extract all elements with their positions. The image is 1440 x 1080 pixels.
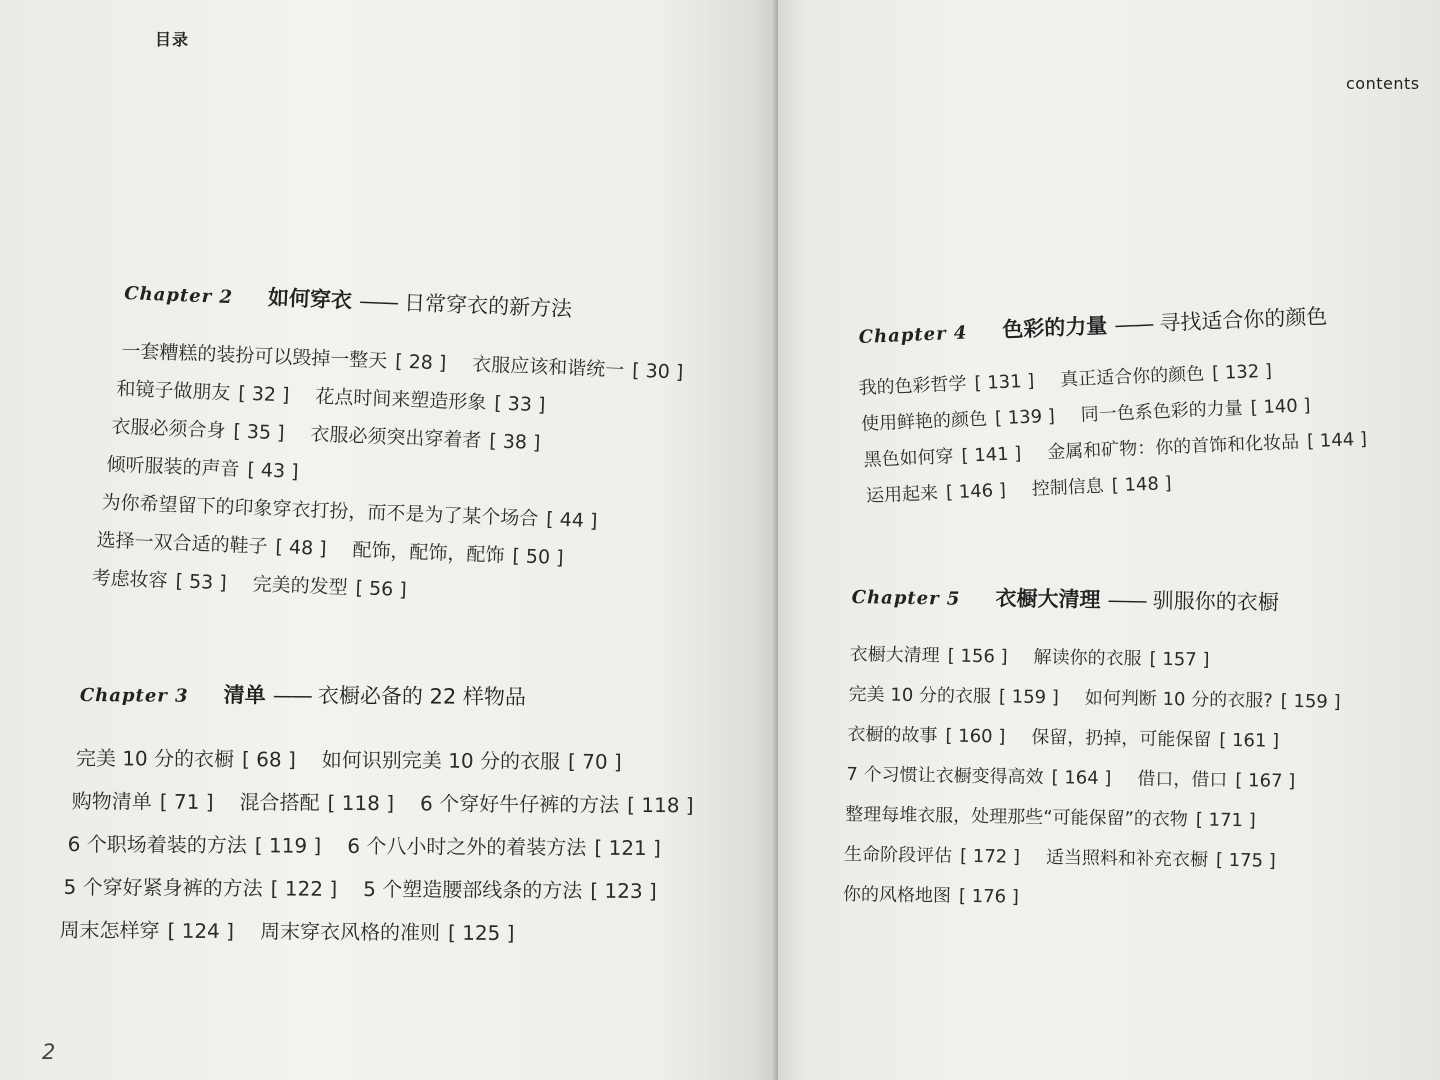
toc-entry [121, 336, 447, 375]
toc-entry-page: [ 38 ] [488, 430, 541, 455]
toc-entry [91, 563, 227, 595]
toc-entry [76, 742, 296, 773]
toc-entry-title: 整理每堆衣服，处理那些“可能保留”的衣物 [845, 803, 1189, 831]
toc-entry-title: 周末怎样穿 [59, 917, 160, 943]
toc-entry [861, 402, 1056, 436]
toc-line [76, 742, 648, 775]
toc-entry [848, 680, 1059, 709]
toc-entry-page: [ 139 ] [994, 405, 1056, 430]
toc-line [846, 760, 1321, 793]
toc-entry [850, 640, 1008, 668]
toc-entry [1137, 765, 1295, 793]
toc-entry [68, 828, 322, 859]
toc-entry-page: [ 140 ] [1250, 395, 1311, 419]
chapter-5-heading [852, 580, 1279, 617]
toc-entry-title: 配饰，配饰，配饰 [352, 539, 505, 567]
toc-entry [72, 785, 214, 815]
toc-entry-title: 混合搭配 [239, 790, 320, 815]
toc-entry [858, 367, 1035, 400]
chapter-5-label: Chapter 5 [851, 586, 961, 610]
toc-entry-title: 完美 10 分的衣橱 [75, 745, 235, 772]
chapter-3-title: 清单 [223, 683, 266, 708]
chapter-2-label: Chapter 2 [123, 282, 234, 309]
toc-entry-page: [ 71 ] [159, 789, 214, 814]
toc-entry-page: [ 144 ] [1306, 428, 1368, 453]
toc-entry-title: 完美 10 分的衣服 [848, 683, 992, 708]
toc-entry [843, 880, 1019, 909]
chapter-5-title: 衣橱大清理 [995, 586, 1101, 612]
toc-line [91, 563, 433, 603]
toc-line [64, 871, 683, 904]
toc-entry-page: [ 141 ] [961, 443, 1022, 467]
toc-entry [116, 374, 290, 408]
toc-entry-page: [ 118 ] [327, 790, 395, 816]
toc-entry [1046, 843, 1276, 873]
toc-entry [846, 760, 1111, 790]
toc-entry-page: [ 160 ] [945, 725, 1006, 748]
chapter-2-heading [124, 276, 573, 323]
chapter-3-dash: —— [272, 683, 311, 708]
toc-entry [1031, 469, 1172, 501]
toc-entry-title: 7 个习惯让衣橱变得高效 [846, 763, 1044, 789]
toc-entry-title: 完美的发型 [252, 573, 349, 599]
toc-entry [866, 476, 1007, 508]
toc-entry-title: 黑色如何穿 [863, 446, 954, 471]
chapter-4-heading [858, 300, 1328, 350]
toc-entry-title: 适当照料和补充衣橱 [1045, 847, 1209, 871]
toc-entry-title: 6 个穿好牛仔裤的方法 [419, 791, 620, 817]
toc-entry-title: 衣服必须合身 [111, 415, 226, 443]
toc-entry-title: 解读你的衣服 [1033, 646, 1142, 670]
toc-entry-page: [ 32 ] [237, 382, 290, 407]
toc-line [72, 785, 720, 819]
toc-entry-page: [ 56 ] [355, 577, 408, 602]
toc-entry-page: [ 44 ] [545, 508, 598, 533]
toc-entry-page: [ 175 ] [1215, 849, 1276, 872]
toc-line [116, 374, 572, 418]
chapter-4-title: 色彩的力量 [1001, 313, 1108, 342]
toc-entry-title: 5 个塑造腰部线条的方法 [363, 877, 583, 903]
toc-entry [64, 871, 338, 902]
toc-entry [252, 569, 407, 602]
toc-entry-page: [ 156 ] [947, 645, 1008, 668]
toc-entry-title: 和镜子做朋友 [116, 377, 231, 405]
toc-line [844, 840, 1302, 873]
chapter-2-title: 如何穿衣 [267, 285, 353, 313]
chapter-2-dash: —— [358, 289, 398, 315]
toc-entry-title: 衣服必须突出穿着者 [310, 423, 482, 452]
toc-entry-page: [ 125 ] [447, 920, 515, 946]
toc-entry-title: 你的风格地图 [842, 883, 952, 907]
chapter-3-label: Chapter 3 [79, 684, 189, 707]
toc-entry-page: [ 159 ] [1280, 690, 1341, 713]
toc-line [111, 412, 567, 456]
toc-entry-title: 购物清单 [71, 788, 152, 814]
chapter-5-dash: —— [1107, 588, 1146, 613]
toc-entry [322, 744, 622, 775]
toc-entry [239, 786, 394, 816]
toc-entry [101, 487, 598, 533]
toc-entry [1080, 391, 1311, 427]
toc-entry [1033, 643, 1209, 672]
toc-entry-page: [ 148 ] [1111, 472, 1173, 497]
toc-entry [111, 412, 285, 446]
toc-entry [1047, 425, 1368, 464]
toc-line [59, 914, 540, 946]
toc-entry-page: [ 50 ] [512, 545, 564, 570]
toc-entry-title: 金属和矿物：你的首饰和化妆品 [1046, 431, 1300, 464]
toc-entry-title: 一套糟糕的装扮可以毁掉一整天 [121, 339, 388, 373]
toc-entry-page: [ 176 ] [958, 885, 1020, 908]
toc-entry-page: [ 157 ] [1149, 648, 1210, 671]
toc-line [845, 800, 1282, 833]
toc-entry-page: [ 124 ] [167, 918, 235, 944]
toc-entry [420, 787, 694, 818]
toc-entry [310, 419, 541, 455]
toc-entry-page: [ 70 ] [567, 749, 622, 774]
toc-entry-page: [ 123 ] [590, 878, 657, 904]
toc-entry [96, 525, 327, 561]
toc-entry-page: [ 48 ] [275, 536, 328, 561]
toc-entry-page: [ 35 ] [233, 420, 285, 445]
chapter-3-subtitle: 衣橱必备的 22 样物品 [317, 683, 527, 710]
toc-entry-title: 保留，扔掉，可能保留 [1031, 726, 1212, 751]
toc-entry-page: [ 159 ] [998, 686, 1060, 709]
toc-line [101, 487, 624, 534]
toc-entry-title: 生命阶段评估 [843, 843, 953, 867]
toc-entry-title: 周末穿衣风格的准则 [259, 919, 441, 945]
toc-entry [315, 381, 546, 417]
toc-entry-title: 我的色彩哲学 [858, 373, 967, 399]
toc-entry-page: [ 172 ] [959, 845, 1021, 868]
toc-entry-page: [ 131 ] [974, 370, 1035, 395]
toc-entry-page: [ 119 ] [254, 833, 322, 858]
toc-entry-page: [ 122 ] [270, 876, 338, 901]
chapter-5-subtitle: 驯服你的衣橱 [1152, 588, 1279, 615]
toc-entry-title: 衣橱的故事 [847, 723, 938, 747]
toc-entry [106, 450, 299, 484]
toc-entry-title: 花点时间来塑造形象 [315, 385, 487, 415]
toc-entry-title: 真正适合你的颜色 [1059, 363, 1205, 391]
toc-line [866, 468, 1199, 508]
toc-entry-title: 考虑妆容 [91, 567, 169, 592]
toc-line [850, 640, 1236, 672]
chapter-4-subtitle: 寻找适合你的颜色 [1158, 304, 1328, 336]
toc-entry [352, 535, 564, 570]
toc-entry-page: [ 171 ] [1195, 809, 1256, 832]
toc-entry [863, 439, 1022, 472]
toc-line [848, 680, 1366, 714]
right-page [778, 0, 1440, 1080]
chapter-4-dash: —— [1113, 311, 1153, 338]
toc-entry-title: 如何识别完美 10 分的衣服 [321, 747, 561, 774]
toc-entry-page: [ 161 ] [1219, 729, 1280, 752]
chapter-2-subtitle: 日常穿衣的新方法 [403, 290, 573, 322]
toc-line [847, 720, 1305, 753]
toc-entry [472, 349, 684, 384]
toc-entry-page: [ 68 ] [241, 747, 296, 772]
toc-entry-title: 借口，借口 [1137, 768, 1228, 791]
toc-entry-title: 6 个职场着装的方法 [67, 831, 247, 858]
toc-entry-title: 为你希望留下的印象穿衣打扮，而不是为了某个场合 [101, 491, 539, 531]
toc-line [843, 880, 1045, 909]
toc-entry-page: [ 164 ] [1051, 767, 1112, 790]
toc-entry-title: 5 个穿好紧身裤的方法 [63, 874, 263, 901]
running-header-left: 目录 [155, 30, 190, 49]
toc-entry [347, 830, 661, 861]
toc-line [68, 828, 687, 861]
toc-entry-title: 控制信息 [1031, 475, 1105, 500]
toc-entry-title: 衣橱大清理 [849, 643, 940, 667]
toc-entry-title: 倾听服装的声音 [106, 453, 240, 481]
toc-entry-page: [ 30 ] [631, 359, 684, 384]
toc-entry-page: [ 146 ] [945, 479, 1007, 504]
toc-entry-title: 运用起来 [865, 482, 939, 507]
toc-entry-title: 衣服应该和谐统一 [471, 353, 625, 382]
toc-entry [844, 840, 1020, 869]
toc-entry [845, 800, 1256, 832]
toc-entry-title: 选择一双合适的鞋子 [96, 529, 268, 558]
toc-entry [59, 914, 234, 944]
chapter-4-label: Chapter 4 [858, 322, 968, 348]
toc-line [96, 525, 590, 571]
toc-entry-page: [ 121 ] [594, 835, 661, 861]
running-header-right: contents [1346, 74, 1420, 93]
toc-entry [1060, 357, 1273, 392]
toc-entry-title: 如何判断 10 分的衣服? [1084, 687, 1273, 712]
toc-entry [1085, 684, 1341, 714]
page-number: 2 [42, 1040, 56, 1064]
chapter-3-heading [80, 678, 526, 711]
toc-entry-page: [ 43 ] [247, 458, 299, 483]
toc-entry-page: [ 118 ] [627, 792, 694, 818]
toc-entry-page: [ 167 ] [1235, 770, 1296, 793]
toc-entry-title: 同一色系色彩的力量 [1080, 397, 1244, 426]
toc-entry-page: [ 132 ] [1211, 360, 1273, 385]
toc-entry-page: [ 28 ] [394, 350, 447, 375]
toc-line [106, 450, 325, 485]
toc-entry-page: [ 53 ] [175, 570, 228, 595]
toc-entry-title: 6 个八小时之外的着装方法 [347, 833, 587, 860]
toc-entry-title: 使用鲜艳的颜色 [860, 408, 988, 435]
toc-entry-page: [ 33 ] [493, 392, 546, 417]
toc-entry [847, 720, 1005, 748]
toc-entry [260, 915, 515, 946]
toc-entry [363, 873, 657, 904]
toc-entry [1031, 723, 1279, 753]
